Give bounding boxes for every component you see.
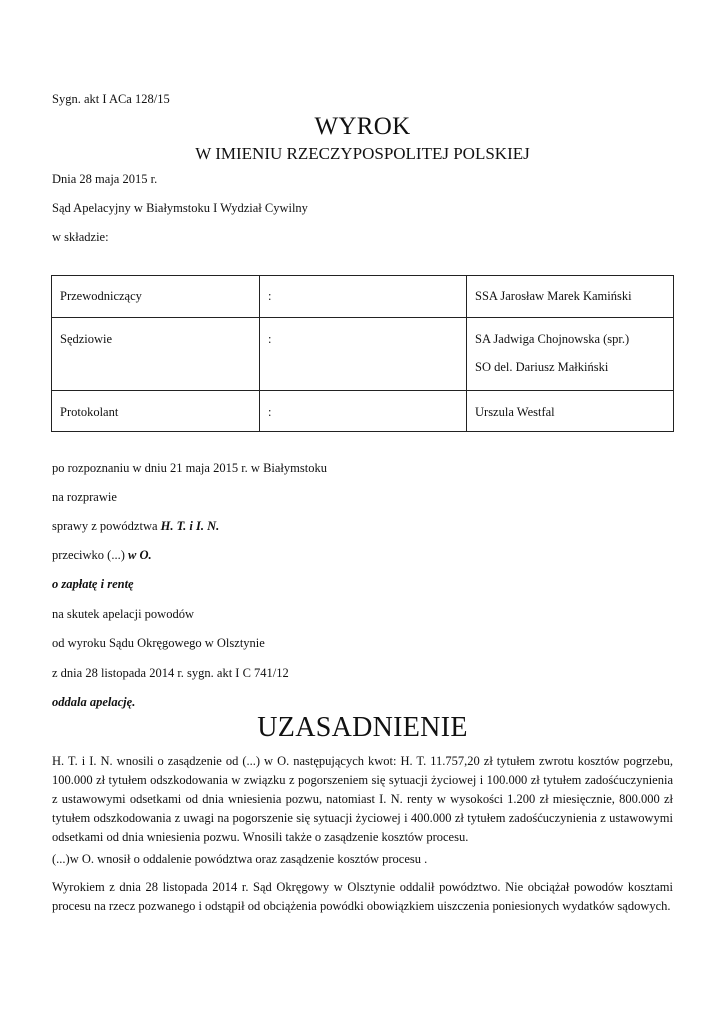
- plaintiffs-line: [52, 519, 219, 534]
- separator-cell: :: [260, 391, 467, 432]
- plaintiffs-prefix: sprawy z powództwa: [52, 519, 161, 533]
- composition-label: w składzie:: [52, 230, 109, 244]
- judgment-date: Dnia 28 maja 2015 r.: [52, 172, 158, 186]
- member-cell: SSA Jarosław Marek Kamiński: [467, 276, 674, 318]
- hearing-line: po rozpoznaniu w dniu 21 maja 2015 r. w Białymstoku: [52, 461, 327, 475]
- court-name: Sąd Apelacyjny w Białymstoku I Wydział Cywilny: [52, 201, 308, 215]
- lower-court-judgment-line: z dnia 28 listopada 2014 r. sygn. akt I C 741/12: [52, 666, 289, 680]
- member-cell: [467, 318, 674, 391]
- role-cell: Przewodniczący: [52, 276, 260, 318]
- hearing-type: na rozprawie: [52, 490, 117, 504]
- document-subtitle: W IMIENIU RZECZYPOSPOLITEJ POLSKIEJ: [195, 144, 530, 163]
- role-cell: Sędziowie: [52, 318, 260, 391]
- court-panel-table: [51, 275, 674, 432]
- justification-paragraph: (...)w O. wnosił o oddalenie powództwa oraz zasądzenie kosztów procesu .: [52, 852, 428, 866]
- defendant-prefix: przeciwko (...): [52, 548, 129, 562]
- table-row: [52, 318, 674, 391]
- judge-name: SA Jadwiga Chojnowska (spr.): [475, 332, 630, 346]
- member-cell: Urszula Westfal: [467, 391, 674, 432]
- verdict: oddala apelację.: [52, 695, 136, 709]
- appeal-line: na skutek apelacji powodów: [52, 607, 194, 621]
- plaintiffs-names: H. T. i I. N.: [160, 519, 220, 533]
- table-row: [52, 391, 674, 432]
- judge-name: SO del. Dariusz Małkiński: [475, 360, 609, 374]
- justification-paragraph: Wyrokiem z dnia 28 listopada 2014 r. Sąd Okręgowy w Olsztynie oddalił powództwo. Nie obciążał powodów kosztami procesu na rzecz pozwanego i odstąpił od obciążenia powódki obowiązkiem uiszczenia poniesionych wydatków sądowych.: [52, 880, 673, 913]
- separator-cell: :: [260, 276, 467, 318]
- claim-subject: o zapłatę i rentę: [52, 577, 134, 591]
- defendant-line: [52, 548, 152, 563]
- role-cell: Protokolant: [52, 391, 260, 432]
- table-row: [52, 276, 674, 318]
- separator-cell: :: [260, 318, 467, 391]
- document-title: WYROK: [314, 113, 411, 140]
- justification-paragraph: H. T. i I. N. wnosili o zasądzenie od (...) w O. następujących kwot: H. T. 11.757,20 zł tytułem zwrotu kosztów pogrzebu, 100.000 zł tytułem odszkodowania w związku z pogorszeniem się sytuacji życiowej i 100.000 zł tytułem zadośćuczynienia z ustawowymi odsetkami od dnia wniesienia pozwu, natomiast I. N. renty w wysokości 1.200 zł miesięcznie, 800.000 zł tytułem odszkodowania z uwagi na pogorszenie się sytuacji życiowej i 400.000 zł tytułem zadośćuczynienia z ustawowymi odsetkami od dnia wniesienia pozwu. Wnosili także o zasądzenie kosztów procesu.: [52, 754, 673, 844]
- lower-court-line: od wyroku Sądu Okręgowego w Olsztynie: [52, 636, 265, 650]
- justification-heading: UZASADNIENIE: [257, 712, 468, 743]
- case-number: Sygn. akt I ACa 128/15: [52, 92, 170, 106]
- defendant-name: w O.: [128, 548, 152, 562]
